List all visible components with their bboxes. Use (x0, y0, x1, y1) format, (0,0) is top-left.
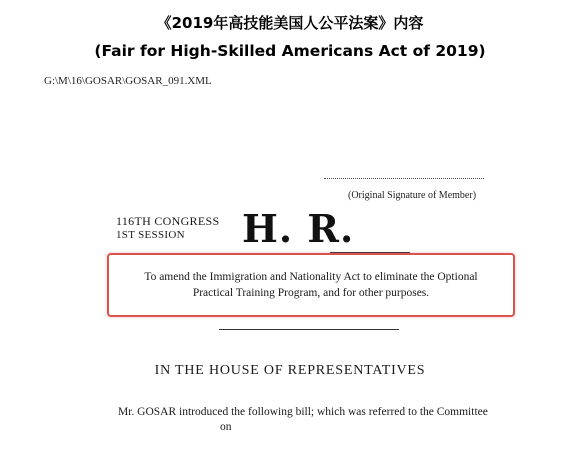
congress-label: 116TH CONGRESS (116, 214, 220, 228)
english-title: (Fair for High-Skilled Americans Act of 2019) (94, 42, 486, 60)
file-path: G:\M\16\GOSAR\GOSAR_091.XML (44, 75, 212, 87)
purpose-highlight-box (107, 253, 515, 317)
introduction-continued: on (220, 421, 232, 433)
introduction-text: Mr. GOSAR introduced the following bill; which was referred to the Committee (118, 406, 488, 418)
bill-purpose: To amend the Immigration and Nationality Act to eliminate the Optional Practical Training Program, and for other purposes. (144, 271, 478, 299)
chamber-heading: IN THE HOUSE OF REPRESENTATIVES (154, 363, 426, 378)
session-label: 1ST SESSION (116, 229, 185, 241)
chinese-title: 《2019年高技能美国人公平法案》内容 (156, 14, 424, 32)
bill-number: H. R. (242, 206, 355, 251)
divider-rule (219, 329, 399, 330)
signature-caption: (Original Signature of Member) (348, 190, 477, 201)
signature-line (324, 178, 484, 179)
